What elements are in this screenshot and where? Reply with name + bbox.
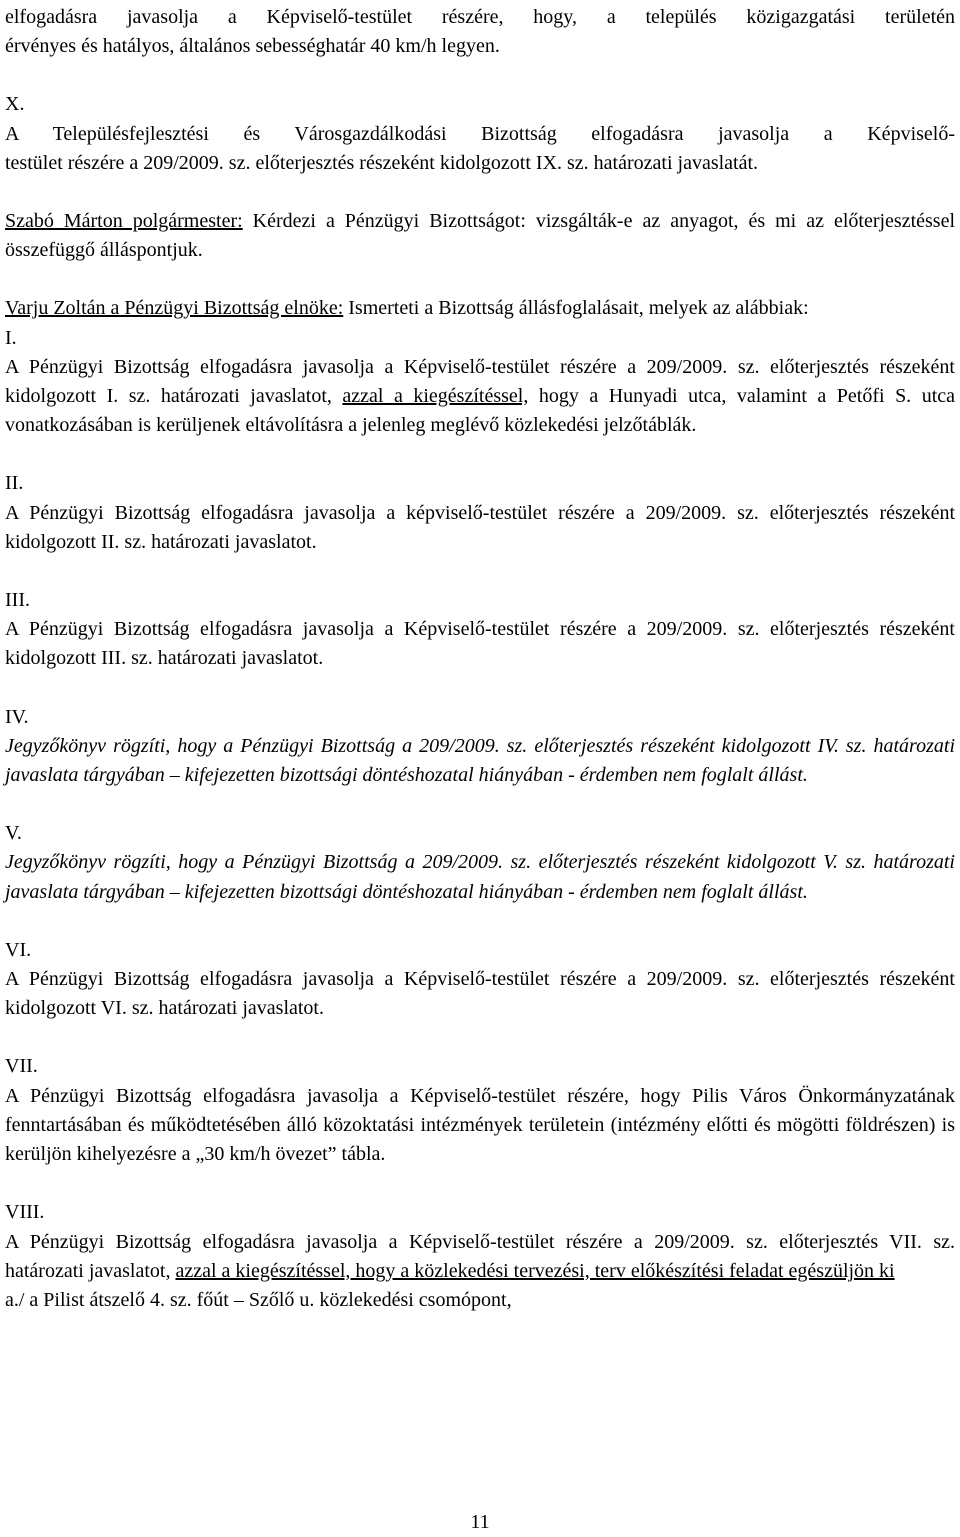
- item-i-text-a: A Pénzügyi Bizottság elfogadásra javasolja a Képviselő-testület részére a 209/2009. sz. előterjesztés részeként kidolgozott I. sz. határozati javaslatot,: [5, 355, 955, 408]
- item-v-text: Jegyzőkönyv rögzíti, hogy a Pénzügyi Bizottság a 209/2009. sz. előterjesztés részeként kidolgozott V. sz. határozati javaslata tárgyában – kifejezetten bizottsági döntéshozatal hiányában - érdemben nem foglalt állást.: [5, 851, 955, 903]
- chair-statement: [5, 294, 955, 323]
- item-iii-text: A Pénzügyi Bizottság elfogadásra javasolja a Képviselő-testület részére a 209/2009. sz. előterjesztés részeként kidolgozott III. sz. határozati javaslatot.: [5, 618, 955, 670]
- item-vii-text: A Pénzügyi Bizottság elfogadásra javasolja a Képviselő-testület részére, hogy Pilis Város Önkormányzatának fenntartásában és működtetésében álló közoktatási intézmények területein (intézmény előtti és mögötti földrészen) is kerüljön kihelyezésre a „30 km/h övezet” tábla.: [5, 1084, 955, 1166]
- item-viii: [5, 1198, 955, 1315]
- item-ii-numeral: II.: [5, 472, 24, 495]
- mayor-speaker: Szabó Márton polgármester:: [5, 210, 243, 233]
- item-v-numeral: V.: [5, 822, 22, 845]
- item-vi-text: A Pénzügyi Bizottság elfogadásra javasolja a Képviselő-testület részére a 209/2009. sz. előterjesztés részeként kidolgozott VI. sz. határozati javaslatot.: [5, 968, 955, 1020]
- item-i: [5, 324, 955, 441]
- mayor-statement: [5, 207, 955, 265]
- item-i-numeral: I.: [5, 326, 17, 349]
- item-viii-text-a: A Pénzügyi Bizottság elfogadásra javasolja a Képviselő-testület részére a 209/2009. sz. előterjesztés VII. sz. határozati javaslatot,: [5, 1230, 955, 1282]
- mayor-text: Kérdezi a Pénzügyi Bizottságot: vizsgálták-e az anyagot, és mi az előterjesztéssel összefüggő álláspontjuk.: [5, 210, 956, 262]
- section-x-line-1: A Településfejlesztési és Városgazdálkodási Bizottság elfogadásra javasolja a Képviselő-: [5, 122, 955, 145]
- document-page: [5, 0, 955, 1315]
- item-i-text-b: hogy a Hunyadi utca, valamint a Petőfi S. utca vonatkozásában is kerüljenek eltávolításra a jelenleg meglévő közlekedési jelzőtáblák.: [5, 385, 955, 437]
- item-iv-numeral: IV.: [5, 705, 29, 728]
- item-ii: [5, 469, 955, 557]
- chair-text: Ismerteti a Bizottság állásfoglalásait, melyek az alábbiak:: [343, 297, 809, 320]
- opening-line-1: elfogadásra javasolja a Képviselő-testület részére, hogy, a település közigazgatási területén: [5, 6, 955, 28]
- item-iii-numeral: III.: [5, 589, 30, 612]
- chair-speaker: Varju Zoltán a Pénzügyi Bizottság elnöke:: [5, 297, 344, 320]
- item-v: [5, 819, 955, 907]
- item-vii: [5, 1052, 955, 1169]
- item-i-underlined: azzal a kiegészítéssel,: [342, 385, 529, 408]
- opening-paragraph: [5, 3, 955, 61]
- section-x-line-2: testület részére a 209/2009. sz. előterjesztés részeként kidolgozott IX. sz. határozati javaslatát.: [5, 151, 759, 174]
- item-iv: [5, 703, 955, 791]
- section-x: [5, 90, 955, 178]
- page-number: 11: [470, 1511, 490, 1533]
- opening-line-2: érvényes és hatályos, általános sebességhatár 40 km/h legyen.: [5, 35, 500, 58]
- item-vii-numeral: VII.: [5, 1055, 38, 1078]
- item-viii-sub-a: a./ a Pilist átszelő 4. sz. főút – Szőlő u. közlekedési csomópont,: [5, 1288, 512, 1311]
- item-vi: [5, 936, 955, 1024]
- section-x-numeral: X.: [5, 93, 25, 116]
- item-viii-underlined: azzal a kiegészítéssel, hogy a közlekedési tervezési, terv előkészítési feladat egészüljön ki: [175, 1259, 895, 1282]
- item-iii: [5, 586, 955, 674]
- item-ii-text: A Pénzügyi Bizottság elfogadásra javasolja a képviselő-testület részére a 209/2009. sz. előterjesztés részeként kidolgozott II. sz. határozati javaslatot.: [5, 501, 955, 553]
- item-viii-numeral: VIII.: [5, 1201, 45, 1224]
- item-vi-numeral: VI.: [5, 938, 32, 961]
- item-iv-text: Jegyzőkönyv rögzíti, hogy a Pénzügyi Bizottság a 209/2009. sz. előterjesztés részeként kidolgozott IV. sz. határozati javaslata tárgyában – kifejezetten bizottsági döntéshozatal hiányában - érdemben nem foglalt állást.: [5, 734, 955, 787]
